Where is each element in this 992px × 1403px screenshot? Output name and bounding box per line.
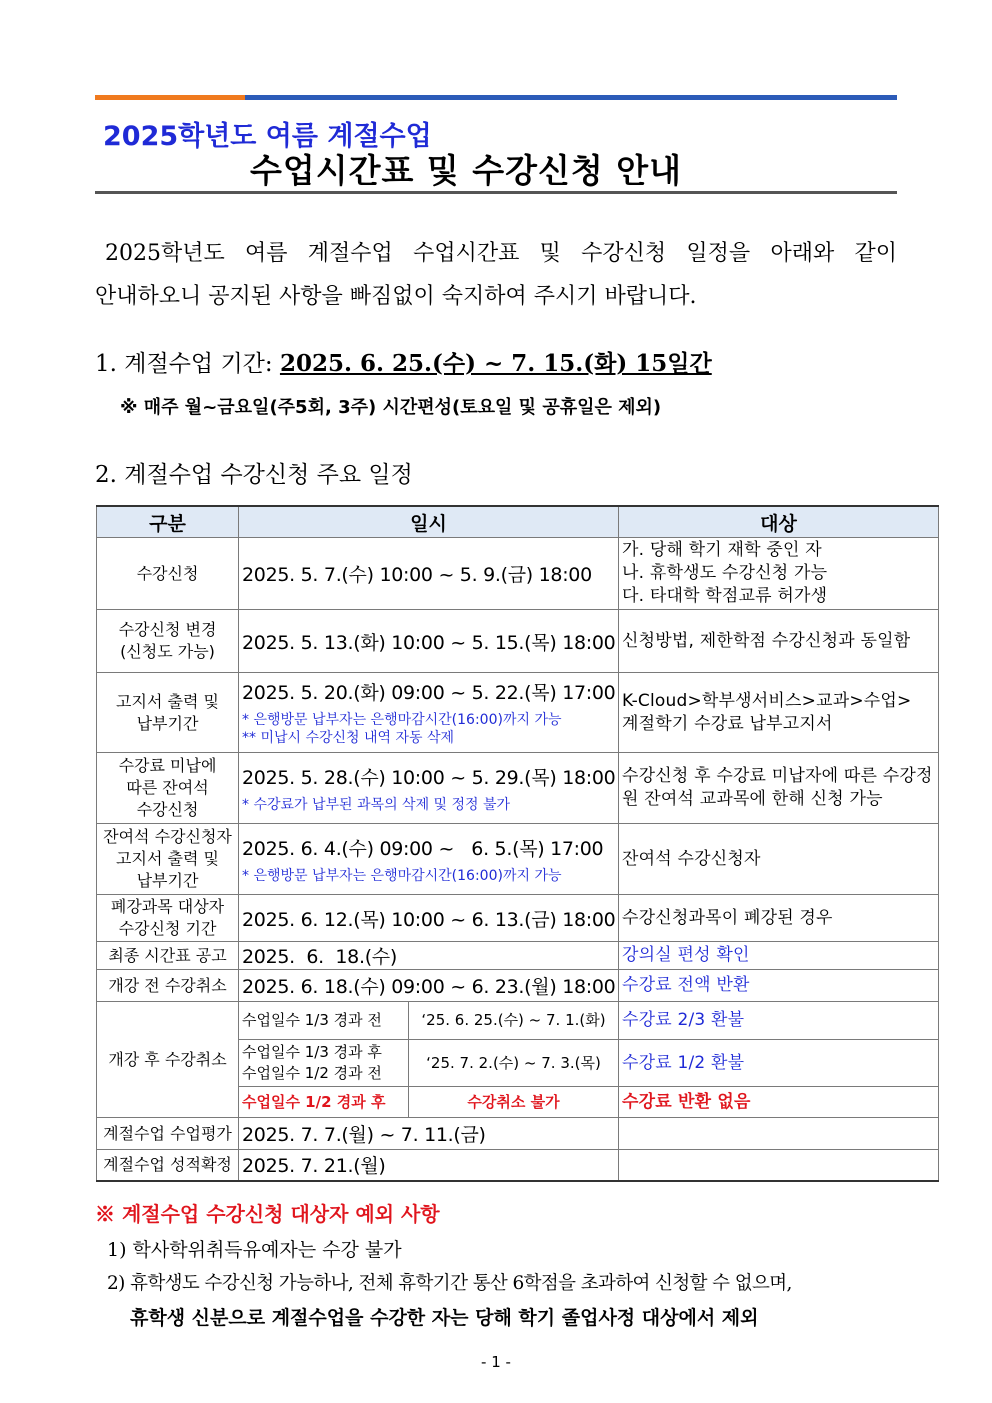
row-date: 2025. 6. 4.(수) 09:00 ~ 6. 5.(목) 17:00	[242, 837, 604, 860]
category-line: (신청도 가능)	[120, 642, 215, 661]
row-target: 수강신청과목이 폐강된 경우	[619, 895, 939, 942]
target-line: 계절학기 수강료 납부고지서	[622, 713, 833, 734]
row-date: 2025. 5. 13.(화) 10:00 ~ 5. 15.(목) 18:00	[239, 610, 619, 673]
row-target: 강의실 편성 확인	[619, 942, 939, 970]
target-line: K-Cloud>학부생서비스>교과>수업>	[622, 690, 912, 711]
table-row	[97, 1118, 939, 1150]
section1-period: 2025. 6. 25.(수) ~ 7. 15.(화) 15일간	[279, 350, 712, 377]
exception-item-continued: 휴학생 신분으로 계절수업을 수강한 자는 당해 학기 졸업사정 대상에서 제외	[130, 1307, 759, 1329]
row-category: 개강 전 수강취소	[97, 970, 239, 1002]
target-item: 다. 타대학 학점교류 허가생	[622, 586, 828, 606]
row-category: 개강 후 수강취소	[97, 1002, 239, 1118]
row-target: 잔여석 수강신청자	[619, 824, 939, 895]
row-date: 2025. 5. 20.(화) 09:00 ~ 5. 22.(목) 17:00	[242, 682, 616, 704]
row-date: 2025. 5. 28.(수) 10:00 ~ 5. 29.(목) 18:00	[242, 766, 616, 789]
header-accent-blue	[245, 95, 897, 100]
header-category: 구분	[97, 506, 239, 538]
category-line: 수강신청 기간	[118, 919, 217, 938]
exceptions-title: ※ 계절수업 수강신청 대상자 예외 사항	[95, 1202, 440, 1226]
table-header-row	[97, 506, 939, 538]
intro-line2: 안내하오니 공지된 사항을 빠짐없이 숙지하여 주시기 바랍니다.	[95, 284, 697, 309]
row-category	[97, 753, 239, 824]
row-date: 2025. 6. 18.(수) 09:00 ~ 6. 23.(월) 18:00	[239, 970, 619, 1002]
cancel-condition	[239, 1040, 409, 1087]
table-row	[97, 673, 939, 753]
row-target	[619, 538, 939, 610]
category-line: 따른 잔여석	[126, 778, 209, 797]
header-accent-orange	[95, 95, 245, 100]
category-line: 잔여석 수강신청자	[103, 827, 232, 846]
target-item: 가. 당해 학기 재학 중인 자	[622, 540, 822, 560]
row-date-note: * 수강료가 납부된 과목의 삭제 및 정정 불가	[242, 796, 511, 813]
row-category: 최종 시간표 공고	[97, 942, 239, 970]
title-rule	[95, 191, 897, 194]
row-date-cell	[239, 753, 619, 824]
row-category	[97, 824, 239, 895]
row-date-cell	[239, 673, 619, 753]
category-line: 고지서 출력 및	[116, 691, 219, 711]
cancel-period: 수강취소 불가	[409, 1087, 619, 1118]
exception-item: 2) 휴학생도 수강신청 가능하나, 전체 휴학기간 통산 6학점을 초과하여 신청할 수 없으며,	[107, 1273, 792, 1294]
header-target: 대상	[619, 506, 939, 538]
row-target-empty	[619, 1150, 939, 1181]
target-item: 나. 휴학생도 수강신청 가능	[622, 563, 828, 583]
section2-heading: 2. 계절수업 수강신청 주요 일정	[95, 462, 413, 488]
refund-rate: 수강료 반환 없음	[619, 1087, 939, 1118]
intro-line1: 2025학년도 여름 계절수업 수업시간표 및 수강신청 일정을 아래와 같이	[105, 241, 897, 266]
category-line: 납부기간	[136, 713, 199, 733]
row-date-note: * 은행방문 납부자는 은행마감시간(16:00)까지 가능	[242, 867, 562, 884]
schedule-table	[96, 505, 939, 1182]
row-category: 계절수업 수업평가	[97, 1118, 239, 1150]
page-number: - 1 -	[481, 1353, 511, 1371]
category-line: 수강신청 변경	[118, 620, 217, 639]
section1-heading	[95, 345, 712, 378]
row-target	[619, 673, 939, 753]
condition-line: 수업일수 1/3 경과 후	[242, 1043, 382, 1061]
row-date: 2025. 5. 7.(수) 10:00 ~ 5. 9.(금) 18:00	[239, 538, 619, 610]
cancel-period: ‘25. 6. 25.(수) ~ 7. 1.(화)	[409, 1002, 619, 1040]
row-date: 2025. 7. 21.(월)	[239, 1150, 619, 1181]
row-date-note: * 은행방문 납부자는 은행마감시간(16:00)까지 가능	[242, 712, 562, 728]
category-line: 납부기간	[136, 871, 199, 890]
category-line: 폐강과목 대상자	[110, 897, 225, 916]
row-category: 계절수업 성적확정	[97, 1150, 239, 1181]
row-target: 수강료 전액 반환	[619, 970, 939, 1002]
row-date-note: ** 미납시 수강신청 내역 자동 삭제	[242, 730, 455, 746]
row-category	[97, 610, 239, 673]
row-date-cell	[239, 824, 619, 895]
table-row	[97, 538, 939, 610]
title-line1: 2025학년도 여름 계절수업	[103, 121, 432, 152]
table-row	[97, 895, 939, 942]
cancel-condition: 수업일수 1/2 경과 후	[239, 1087, 409, 1118]
table-row	[97, 824, 939, 895]
category-line: 고지서 출력 및	[116, 849, 219, 868]
row-target-empty	[619, 1118, 939, 1150]
cancel-period: ‘25. 7. 2.(수) ~ 7. 3.(목)	[409, 1040, 619, 1087]
title-line2: 수업시간표 및 수강신청 안내	[250, 151, 683, 190]
row-date: 2025. 6. 18.(수)	[239, 942, 619, 970]
row-category: 수강신청	[97, 538, 239, 610]
row-date: 2025. 6. 12.(목) 10:00 ~ 6. 13.(금) 18:00	[239, 895, 619, 942]
intro-paragraph	[95, 232, 897, 318]
row-target: 수강신청 후 수강료 미납자에 따른 수강정원 잔여석 교과목에 한해 신청 가능	[619, 753, 939, 824]
section1-label: 1. 계절수업 기간:	[95, 351, 280, 377]
refund-rate: 수강료 1/2 환불	[619, 1040, 939, 1087]
exception-item: 1) 학사학위취득유예자는 수강 불가	[107, 1239, 402, 1261]
table-row	[97, 1150, 939, 1181]
row-category	[97, 673, 239, 753]
table-row	[97, 970, 939, 1002]
row-target: 신청방법, 제한학점 수강신청과 동일함	[619, 610, 939, 673]
category-line: 수강신청	[136, 800, 199, 819]
category-line: 수강료 미납에	[118, 756, 217, 775]
cancel-condition: 수업일수 1/3 경과 전	[239, 1002, 409, 1040]
section1-note: ※ 매주 월~금요일(주5회, 3주) 시간편성(토요일 및 공휴일은 제외)	[120, 397, 662, 418]
refund-rate: 수강료 2/3 환불	[619, 1002, 939, 1040]
header-datetime: 일시	[239, 506, 619, 538]
row-date: 2025. 7. 7.(월) ~ 7. 11.(금)	[239, 1118, 619, 1150]
table-row	[97, 610, 939, 673]
table-row	[97, 753, 939, 824]
row-category	[97, 895, 239, 942]
table-row	[97, 1002, 939, 1040]
condition-line: 수업일수 1/2 경과 전	[242, 1064, 382, 1082]
table-row	[97, 942, 939, 970]
